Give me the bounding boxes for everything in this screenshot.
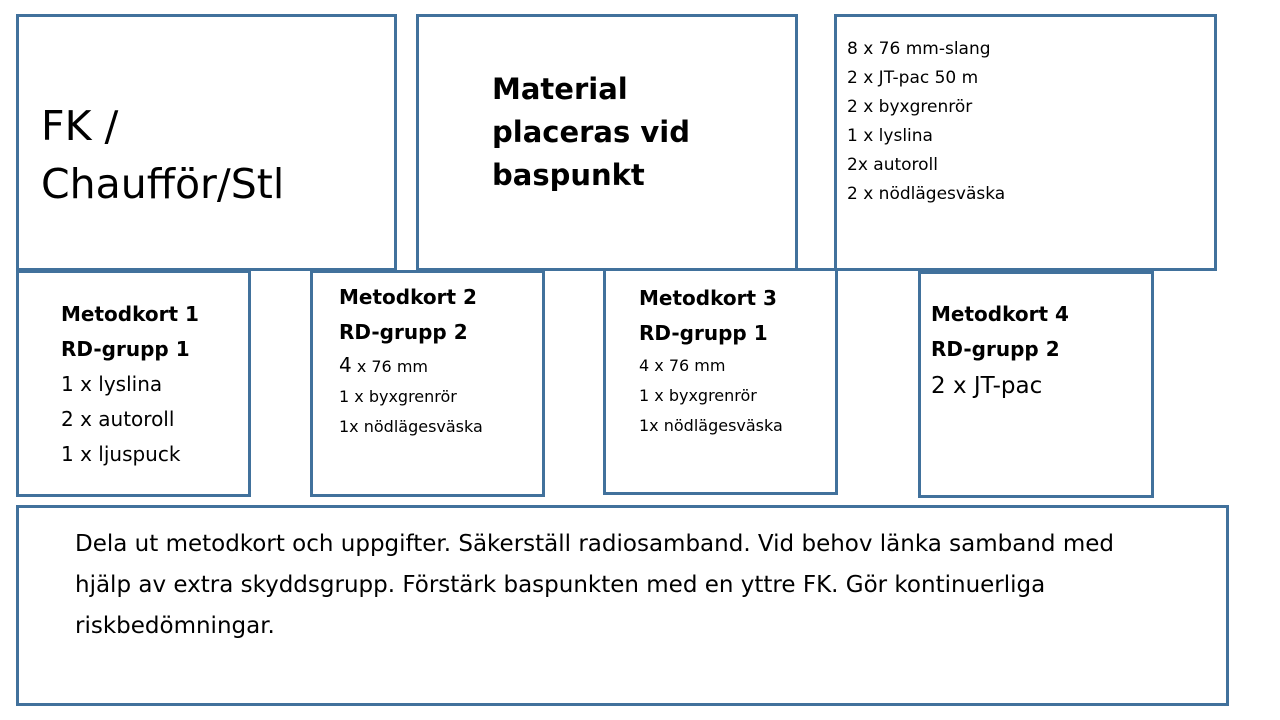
material-box bbox=[416, 14, 798, 271]
equipment-item: 2 x byxgrenrör bbox=[847, 97, 973, 117]
method-card-item: 1 x byxgrenrör bbox=[639, 386, 757, 405]
method-card-item: 4 x 76 mm bbox=[639, 356, 726, 375]
equipment-item: 1 x lyslina bbox=[847, 126, 933, 146]
method-card-group: RD-grupp 2 bbox=[339, 320, 468, 344]
method-card-content bbox=[339, 280, 483, 442]
role-title bbox=[41, 97, 284, 213]
method-card-content bbox=[931, 297, 1069, 405]
method-card-title: Metodkort 1 bbox=[61, 302, 199, 326]
method-card-content bbox=[639, 281, 783, 441]
instructions-text: Dela ut metodkort och uppgifter. Säkerställ radiosamband. Vid behov länka samband med hjälp av extra skyddsgrupp. Förstärk baspunkten med en yttre FK. Gör kontinuerliga riskbedömningar. bbox=[75, 531, 1114, 639]
method-card-item bbox=[339, 350, 483, 382]
material-title-line-3: baspunkt bbox=[492, 158, 645, 192]
method-card-item-count: 4 bbox=[339, 353, 352, 377]
equipment-item: 2x autoroll bbox=[847, 155, 939, 175]
method-card-group: RD-grupp 1 bbox=[61, 337, 190, 361]
method-card-3 bbox=[603, 268, 838, 495]
material-title-line-1: Material bbox=[492, 72, 628, 106]
equipment-item: 8 x 76 mm-slang bbox=[847, 39, 991, 59]
method-card-2 bbox=[310, 270, 545, 497]
method-card-item: 1 x ljuspuck bbox=[61, 442, 181, 466]
method-card-title: Metodkort 4 bbox=[931, 302, 1069, 326]
method-card-title: Metodkort 3 bbox=[639, 286, 777, 310]
equipment-list bbox=[847, 35, 1005, 209]
equipment-item: 2 x JT-pac 50 m bbox=[847, 68, 979, 88]
method-card-4 bbox=[918, 271, 1154, 498]
method-card-item: 1 x lyslina bbox=[61, 372, 163, 396]
method-card-item: 1x nödlägesväska bbox=[639, 416, 783, 435]
role-title-line-1: FK / bbox=[41, 102, 119, 150]
method-card-item-rest: x 76 mm bbox=[351, 357, 428, 376]
instructions-box bbox=[16, 505, 1229, 706]
material-title bbox=[492, 68, 690, 197]
method-card-item: 2 x autoroll bbox=[61, 407, 175, 431]
method-card-1 bbox=[16, 270, 251, 497]
method-card-item: 1 x byxgrenrör bbox=[339, 387, 457, 406]
method-card-item: 1x nödlägesväska bbox=[339, 417, 483, 436]
method-card-content bbox=[61, 297, 199, 472]
role-title-line-2: Chaufför/Stl bbox=[41, 160, 285, 208]
method-card-title: Metodkort 2 bbox=[339, 285, 477, 309]
equipment-item: 2 x nödlägesväska bbox=[847, 184, 1006, 204]
role-box bbox=[16, 14, 397, 271]
method-card-item: 2 x JT-pac bbox=[931, 373, 1043, 399]
equipment-box bbox=[834, 14, 1217, 271]
method-card-group: RD-grupp 2 bbox=[931, 337, 1060, 361]
material-title-line-2: placeras vid bbox=[492, 115, 690, 149]
method-card-group: RD-grupp 1 bbox=[639, 321, 768, 345]
